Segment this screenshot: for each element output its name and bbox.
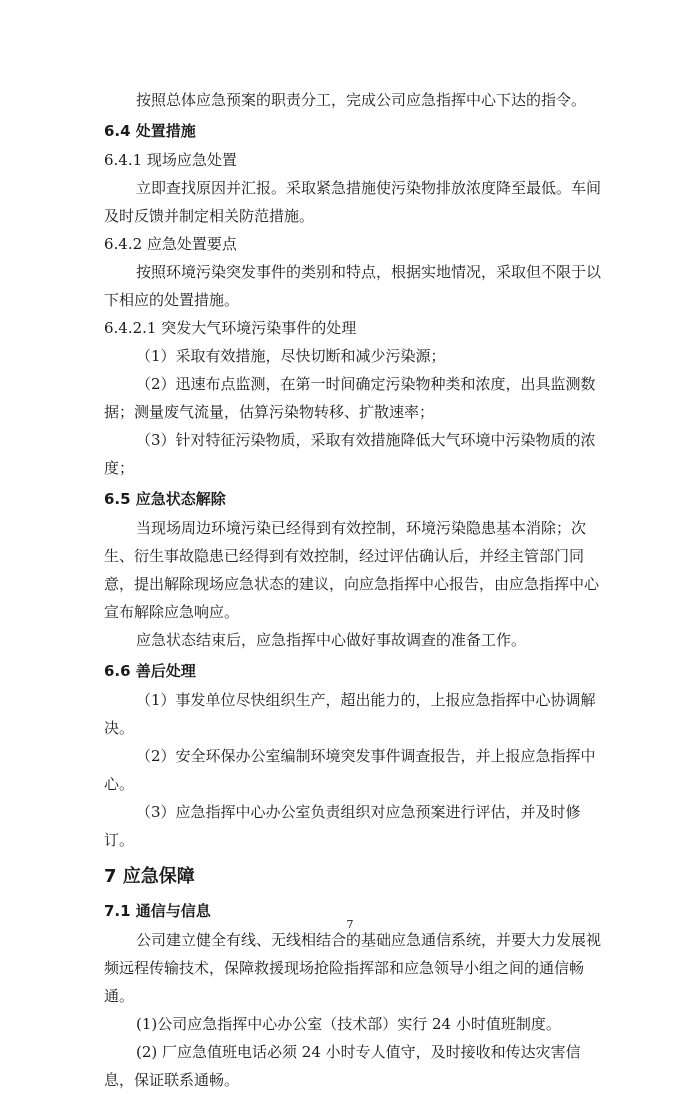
chapter-heading-7: 7 应急保障 (104, 866, 195, 887)
list-item: （1）事发单位尽快组织生产，超出能力的，上报应急指挥中心协调解决。 (104, 691, 596, 737)
section-heading-6-4: 6.4 处置措施 (104, 122, 196, 140)
subsection-heading-6-4-1: 6.4.1 现场应急处置 (104, 151, 237, 169)
document-page (104, 86, 604, 1094)
paragraph: 立即查找原因并汇报。采取紧急措施使污染物排放浓度降至最低。车间及时反馈并制定相关防范措施。 (104, 179, 602, 225)
paragraph: 按照总体应急预案的职责分工，完成公司应急指挥中心下达的指令。 (136, 91, 587, 109)
list-item: （3）针对特征污染物质，采取有效措施降低大气环境中污染物质的浓度； (104, 431, 596, 477)
paragraph: 公司建立健全有线、无线相结合的基础应急通信系统，并要大力发展视频远程传输技术，保障救援现场抢险指挥部和应急领导小组之间的通信畅通。 (104, 931, 602, 1005)
list-item: （2）迅速布点监测，在第一时间确定污染物种类和浓度，出具监测数据；测量废气流量，估算污染物转移、扩散速率； (104, 375, 596, 421)
subsection-heading-6-4-2: 6.4.2 应急处置要点 (104, 235, 237, 253)
list-item: （3）应急指挥中心办公室负责组织对应急预案进行评估，并及时修订。 (104, 803, 581, 849)
list-item: (2) 厂应急值班电话必须 24 小时专人值守，及时接收和传达灾害信息，保证联系通畅。 (104, 1043, 581, 1089)
subsection-heading-6-4-2-1: 6.4.2.1 突发大气环境污染事件的处理 (104, 319, 357, 337)
section-heading-7-1: 7.1 通信与信息 (104, 902, 211, 920)
section-heading-6-6: 6.6 善后处理 (104, 662, 196, 680)
page-number: 7 (346, 918, 354, 931)
paragraph: 当现场周边环境污染已经得到有效控制，环境污染隐患基本消除；次生、衍生事故隐患已经得到有效控制，经过评估确认后，并经主管部门同意，提出解除现场应急状态的建议，向应急指挥中心报告，由应急指挥中心宣布解除应急响应。 (104, 519, 600, 621)
list-item: （1）采取有效措施，尽快切断和减少污染源； (136, 347, 446, 365)
section-heading-6-5: 6.5 应急状态解除 (104, 490, 226, 508)
paragraph: 按照环境污染突发事件的类别和特点，根据实地情况，采取但不限于以下相应的处置措施。 (104, 263, 602, 309)
list-item: (1)公司应急指挥中心办公室（技术部）实行 24 小时值班制度。 (136, 1015, 561, 1033)
list-item: （2）安全环保办公室编制环境突发事件调查报告，并上报应急指挥中心。 (104, 747, 596, 793)
paragraph: 应急状态结束后，应急指挥中心做好事故调查的准备工作。 (136, 631, 527, 649)
